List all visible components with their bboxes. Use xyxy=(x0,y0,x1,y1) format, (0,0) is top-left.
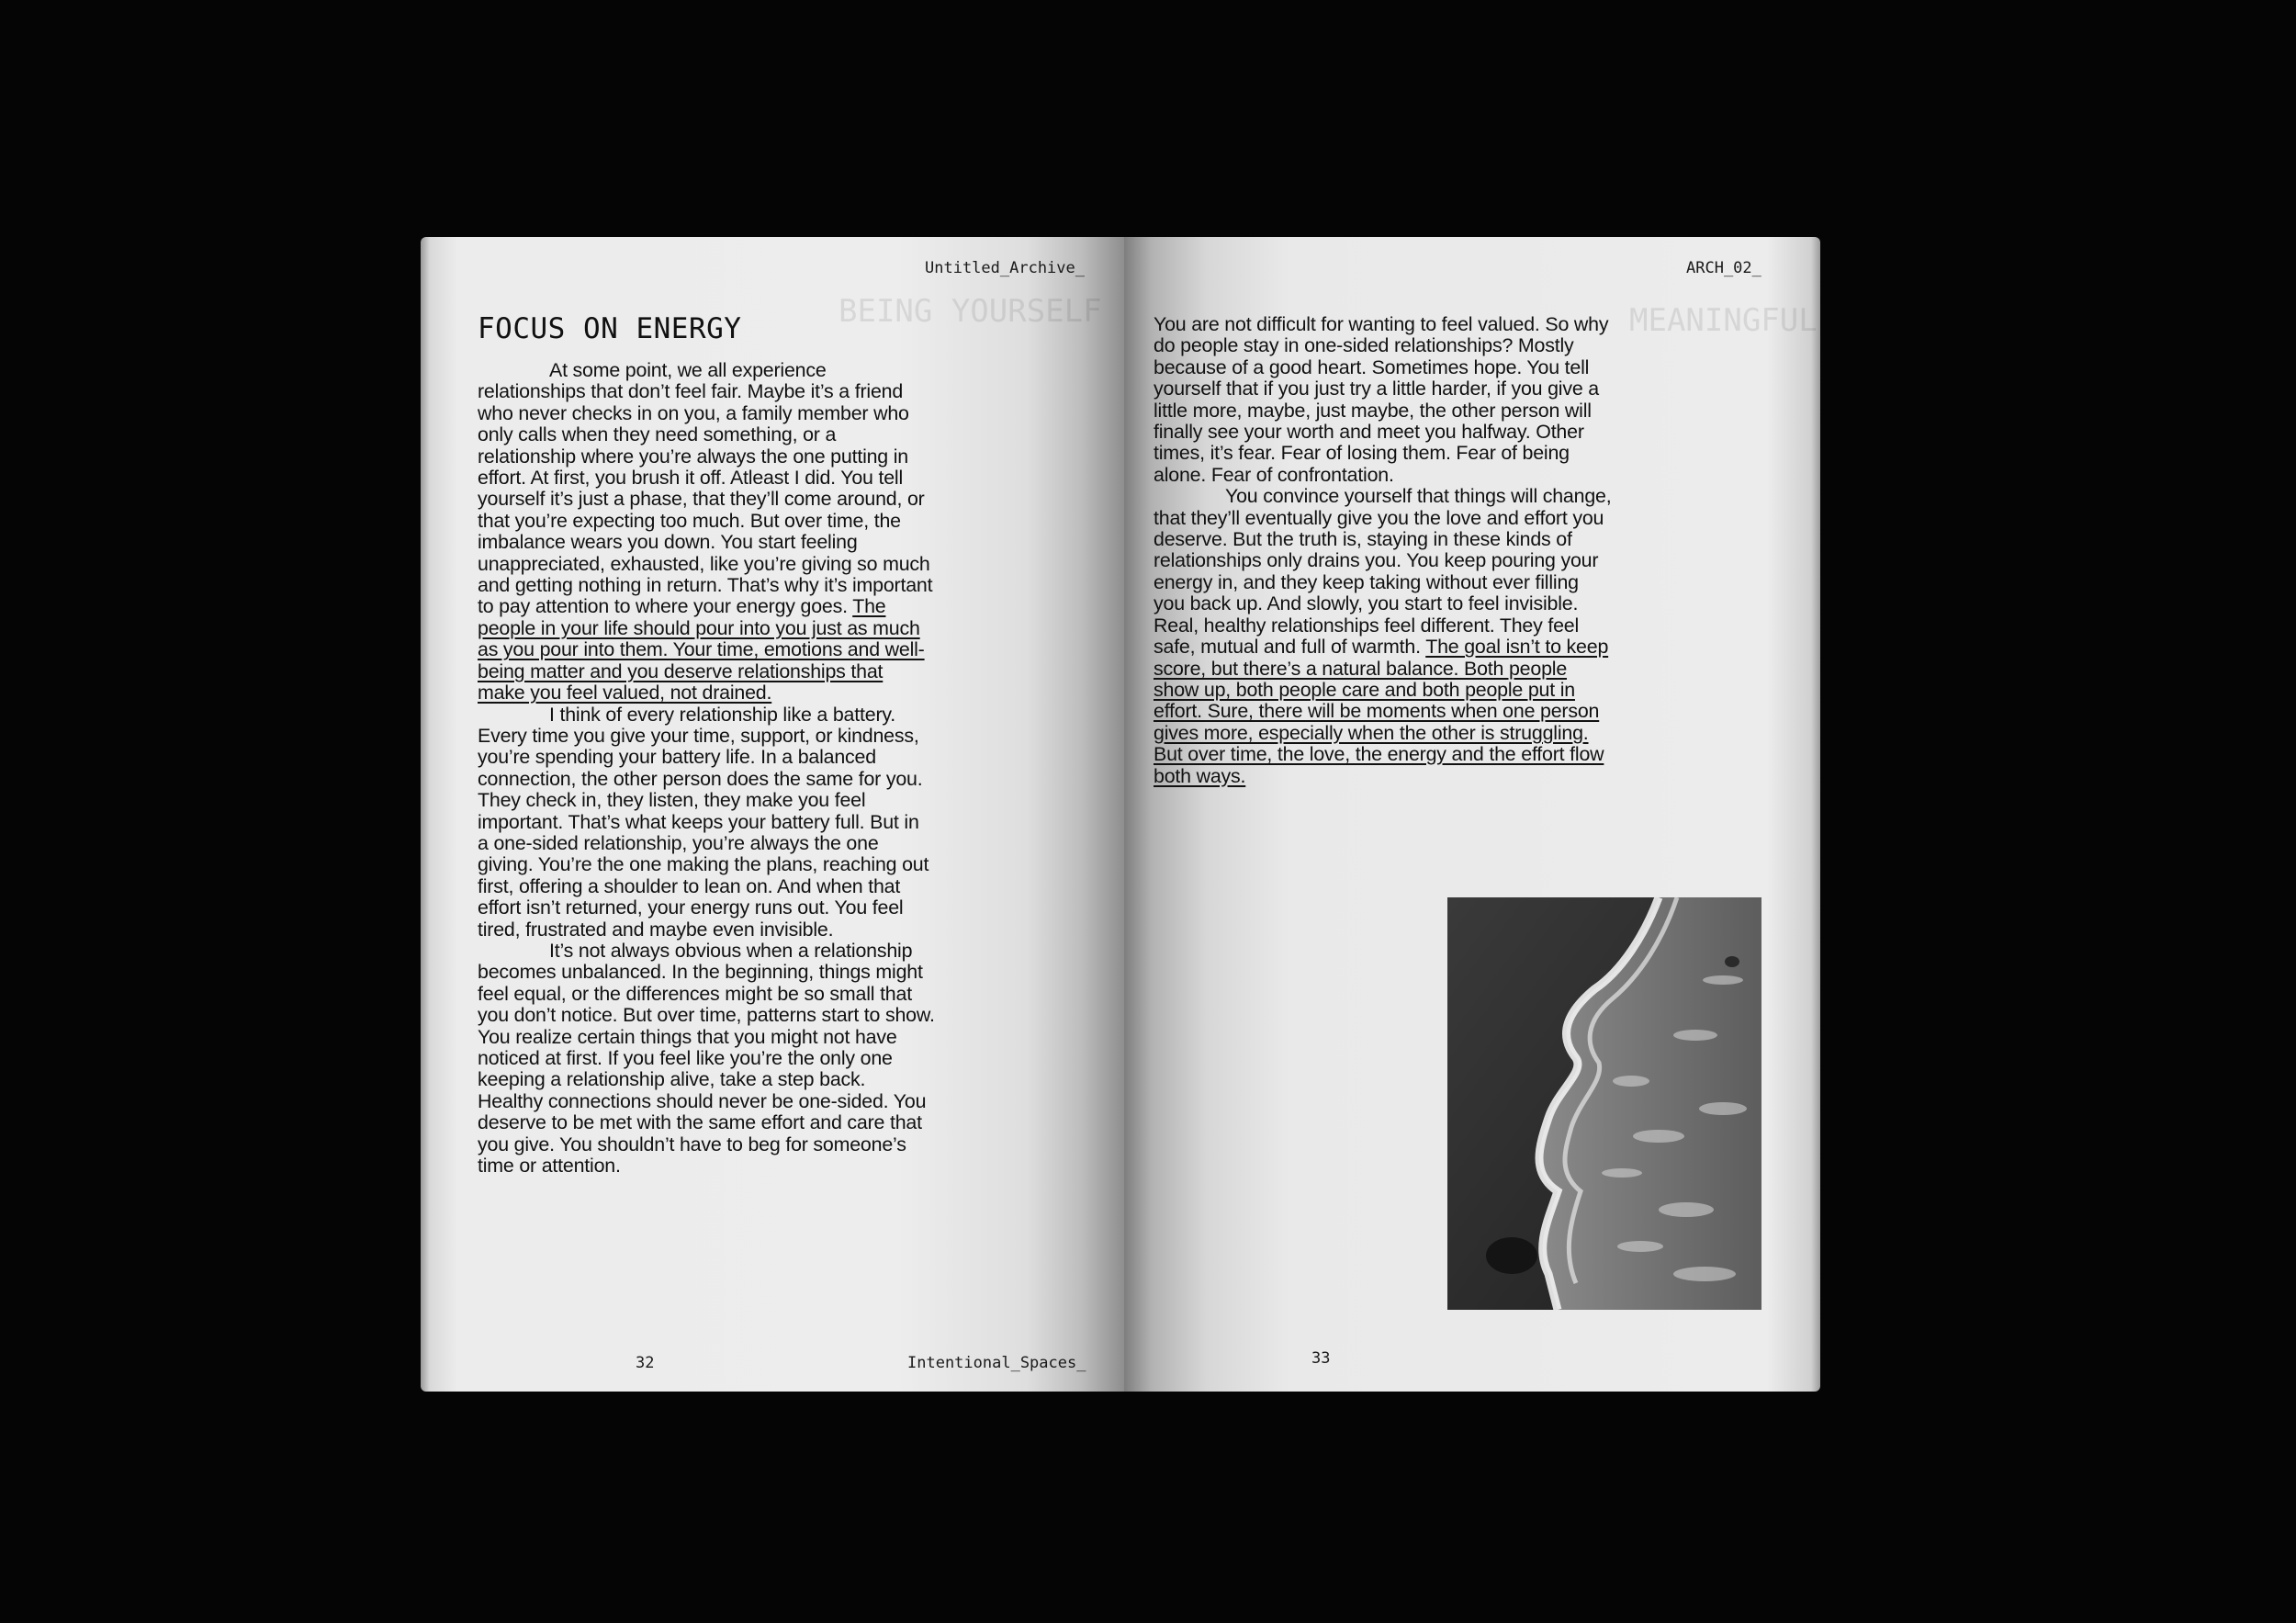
paragraph: You are not difficult for wanting to feel valued. So why do people stay in one-sided relationships? Mostly because of a good heart. Sometimes hope. You tell yourself that if you just try a little harder, if you give a little more, maybe, just maybe, the other person will finally see your worth and meet you halfway. Other times, it’s fear. Fear of losing them. Fear of being alone. Fear of confrontation. xyxy=(1154,313,1609,486)
running-footer: Intentional_Spaces_ xyxy=(907,1354,1086,1372)
right-page xyxy=(1124,237,1820,1392)
show-through-title: MEANINGFUL xyxy=(1629,302,1818,339)
ocean-shore-photo xyxy=(1447,897,1761,1310)
running-header: Untitled_Archive_ xyxy=(925,259,1085,277)
paragraph-text: At some point, we all experience relationships that don’t feel fair. Maybe it’s a friend who never checks in on you, a family member who only calls when they need something, or a relationship where you’re always the one putting in effort. At first, you brush it off. Atleast I did. You tell yourself it’s just a phase, that they’ll come around, or that you’re expecting too much. But over time, the imbalance wears you down. You start feeling unappreciated, exhausted, like you’re giving so much and getting nothing in return. That’s why it’s important to pay attention to where your energy goes. xyxy=(478,359,933,618)
underlined-pullquote: The goal isn’t to keep score, but there’s a natural balance. Both people show up, both people care and both people put in effort. Sure, there will be moments when one person gives more, especially when the other is struggling. But over time, the love, the energy and the effort flow both ways. xyxy=(1154,636,1609,787)
open-book xyxy=(421,237,1820,1392)
paragraph-text: You convince yourself that things will change, that they’ll eventually give you the love and effort you deserve. But the truth is, staying in these kinds of relationships only drains you. You keep pouring your energy in, and they keep taking without ever filling you back up. And slowly, you start to feel invisible. Real, healthy relationships feel different. They feel safe, mutual and full of warmth. xyxy=(1154,485,1612,659)
page-number: 32 xyxy=(636,1354,655,1372)
running-header: ARCH_02_ xyxy=(1686,259,1761,277)
page-number: 33 xyxy=(1311,1349,1331,1368)
paragraph: It’s not always obvious when a relationship becomes unbalanced. In the beginning, things might feel equal, or the differences might be so small that you don’t notice. But over time, patterns start to show. You realize certain things that you might not have noticed at first. If you feel like you’re the only one keeping a relationship alive, take a step back. Healthy connections should never be one-sided. You deserve to be met with the same effort and care that you give. You shouldn’t have to beg for someone’s time or attention. xyxy=(478,939,935,1178)
left-page xyxy=(421,237,1124,1392)
paragraph xyxy=(478,360,935,704)
show-through-title: BEING YOURSELF xyxy=(838,293,1102,330)
page-title: FOCUS ON ENERGY xyxy=(478,312,742,345)
underlined-pullquote: The people in your life should pour into you just as much as you pour into them. Your time, emotions and well-being matter and you deserve relationships that make you feel valued, not drained. xyxy=(478,595,925,704)
paragraph xyxy=(1154,486,1613,787)
paragraph: I think of every relationship like a battery. Every time you give your time, support, or kindness, you’re spending your battery life. In a balanced connection, the other person does the same for you. They check in, they listen, they make you feel important. That’s what keeps your battery full. But in a one-sided relationship, you’re always the one giving. You’re the one making the plans, reaching out first, offering a shoulder to lean on. And when that effort isn’t returned, your energy runs out. You feel tired, frustrated and maybe even invisible. xyxy=(478,703,929,941)
body-text xyxy=(1154,314,1613,787)
ocean-shore-image xyxy=(1447,897,1761,1310)
body-text xyxy=(478,360,935,1177)
